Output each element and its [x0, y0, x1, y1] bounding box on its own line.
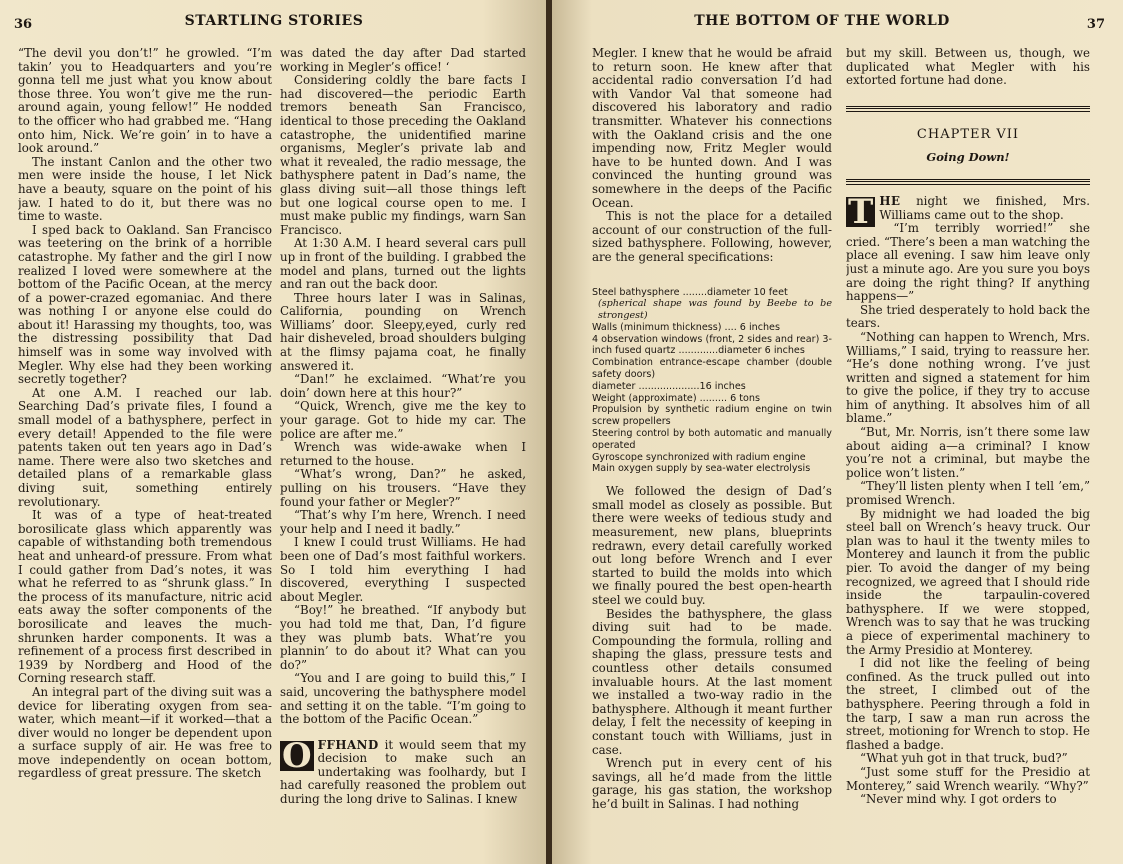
paragraph: “What’s wrong, Dan?” he asked, pulling on his trousers. “Have they found your father or Megler?”: [280, 467, 526, 509]
text-column-2: [280, 47, 526, 844]
right-page: [552, 0, 1123, 864]
paragraph: Considering coldly the bare facts I had discovered—the periodic Earth tremors beneath San Francisco, identical to those preceding the Oakland catastrophe, the unidentified marine organisms, Megler’s private lab and what it revealed, the radio message, the bathysphere patent in Dad’s name, the glass diving suit—all those things left but one logical course open to me. I must make public my findings, warn San Francisco.: [280, 73, 526, 237]
spec-line: Steel bathysphere ........diameter 10 feet: [592, 286, 788, 298]
paragraph: An integral part of the diving suit was a device for liberating oxygen from sea-water, which meant—if it worked—that a diver would no longer be dependent upon a surface supply of air. He was free to move independently on ocean bottom, regardless of great pressure. The sketch: [18, 684, 272, 781]
paragraph: I sped back to Oakland. San Francisco was teetering on the brink of a horrible catastrophe. My father and the girl I now realized I loved were somewhere at the bottom of the Pacific Ocean, at the mercy of a power-crazed egomaniac. And there was nothing I or anyone else could do about it! Harassing my thoughts, too, was the distressing possibility that Dad himself was in some way involved with Megler. Why else had they been working secretly together?: [18, 222, 272, 387]
paragraph: “Nothing can happen to Wrench, Mrs. Williams,” I said, trying to reassure her. “He’s done nothing wrong. I’ve just written and signed a statement for him to give the police, if they try to accuse him of anything. It absolves him of all blame.”: [846, 329, 1090, 426]
section-break-paragraph: [280, 735, 526, 807]
paragraph: “Never mind why. I got orders to: [860, 792, 1057, 807]
paragraph: This is not the place for a detailed account of our construction of the full-sized bathysphere. Following, however, are the general specifications:: [592, 209, 832, 264]
spec-line: Combination entrance-escape chamber (double safety doors): [592, 357, 832, 381]
paragraph: “But, Mr. Norris, isn’t there some law about aiding a—a criminal? I know you’re not a criminal, but maybe the police won’t listen.”: [846, 425, 1090, 480]
paragraph: “I’m terribly worried!” she cried. “There’s been a man watching the place all evening. I saw him leave only just a minute ago. Are you sure you boys are doing the right thing? If anything happens—”: [846, 221, 1090, 304]
text-column-1: [592, 47, 832, 844]
drop-cap: T: [848, 191, 874, 232]
chapter-opening-paragraph: [846, 191, 1090, 232]
running-head: THE BOTTOM OF THE WORLD: [694, 13, 950, 29]
chapter-rule-top: [846, 106, 1090, 112]
paragraph: was dated the day after Dad started working in Megler’s office! ‘: [280, 47, 526, 74]
spec-line: Walls (minimum thickness) .... 6 inches: [592, 321, 780, 333]
left-page: [0, 0, 548, 864]
chapter-title: CHAPTER VII: [916, 126, 1020, 142]
paragraph: Three hours later I was in Salinas, California, pounding on Wrench Williams’ door. Sleepy,eyed, curly red hair disheveled, broad shoulders bulging at the flimsy pajama coat, he finally answered it.: [280, 290, 526, 373]
paragraph: We followed the design of Dad’s small model as closely as possible. But there were weeks of tedious study and measurement, new plans, blueprints redrawn, every detail carefully worked out long before Wrench and I ever started to build the molds into which we finally poured the best open-hearth steel we could buy.: [592, 484, 832, 607]
spec-line: Weight (approximate) ......... 6 tons: [592, 392, 760, 404]
paragraph: It was of a type of heat-treated borosilicate glass which apparently was capable of withstanding both tremendous heat and unheard-of pressure. From what I could gather from Dad’s notes, it was what he referred to as “shrunk glass.” In the process of its manufacture, nitric acid eats away the softer components of the borosilicate and leaves the much-shrunken harder components. It was a refinement of a process first described in 1939 by Nordberg and Hood of the Corning research staff.: [18, 508, 272, 686]
paragraph: By midnight we had loaded the big steel ball on Wrench’s heavy truck. Our plan was to haul it the twenty miles to Monterey and launch it from the public pier. To avoid the danger of my being recognized, we agreed that I should ride inside the tarpaulin-covered bathysphere. If we were stopped, Wrench was to say that he was trucking a piece of experimental machinery to the Army Presidio at Monterey.: [846, 506, 1090, 657]
paragraph: “The devil you don’t!” he growled. “I’m takin’ you to Headquarters and you’re gonna tell me just what you know about those three. You won’t give me the run-around again, young fellow!” He nodded to the officer who had grabbed me. “Hang onto him, Nick. We’re goin’ in to have a look around.”: [18, 47, 272, 156]
spec-line: Main oxygen supply by sea-water electrolysis: [592, 463, 811, 475]
chapter-rule-bottom: [846, 179, 1090, 185]
paragraph: “That’s why I’m here, Wrench. I need your help and I need it badly.”: [280, 508, 526, 536]
paragraph: but my skill. Between us, though, we duplicated what Megler with his extorted fortune had done.: [846, 47, 1090, 88]
spec-line: diameter ....................16 inches: [592, 380, 746, 392]
paragraph: “What yuh got in that truck, bud?”: [860, 751, 1068, 766]
text-column-1: [18, 47, 272, 844]
paragraph: Besides the bathysphere, the glass diving suit had to be made. Compounding the formula, rolling and shaping the glass, pressure tests and countless other details consumed invaluable hours. At the last moment we installed a two-way radio in the bathysphere. Although it meant further delay, I felt the necessity of keeping in constant touch with Williams, just in case.: [592, 606, 832, 757]
spec-line: Gyroscope synchronized with radium engine: [592, 451, 806, 463]
text-column-2: [846, 47, 1090, 844]
chapter-subtitle: Going Down!: [926, 150, 1010, 165]
page-number: 37: [1086, 17, 1105, 32]
paragraph: I did not like the feeling of being confined. As the truck pulled out into the street, I climbed out of the bathysphere. Peering through a fold in the tarp, I saw a man run across the street, motioning for Wrench to stop. He flashed a badge.: [846, 656, 1090, 752]
paragraph: “They’ll listen plenty when I tell ’em,” promised Wrench.: [846, 479, 1090, 508]
paragraph: “You and I are going to build this,” I said, uncovering the bathysphere model and setting it on the table. “I’m going to the bottom of the Pacific Ocean.”: [280, 671, 526, 727]
paragraph: The instant Canlon and the other two men were inside the house, I let Nick have a beauty, square on the point of his jaw. I hated to do it, but there was no time to waste.: [18, 154, 272, 224]
paragraph: Wrench put in every cent of his savings, all he’d made from the little garage, his gas station, the workshop he’d built in Salinas. I had nothing: [592, 756, 832, 811]
paragraph: She tried desperately to hold back the tears.: [846, 302, 1090, 331]
drop-cap: O: [282, 735, 312, 776]
paragraph: “Dan!” he exclaimed. “What’re you doin’ down here at this hour?”: [280, 372, 526, 400]
spec-line: (spherical shape was found by Beebe to be strongest): [598, 298, 832, 322]
spec-line: Steering control by both automatic and manually operated: [592, 428, 832, 451]
paragraph: “Just some stuff for the Presidio at Monterey,” said Wrench wearily. “Why?”: [846, 764, 1090, 793]
paragraph: “Quick, Wrench, give me the key to your garage. Got to hide my car. The police are after me.”: [280, 399, 526, 441]
paragraph: At 1:30 A.M. I heard several cars pull up in front of the building. I grabbed the model and plans, turned out the lights and ran out the back door.: [280, 236, 526, 292]
paragraph-text: it would seem that my decision to make such an undertaking was foolhardy, but I had carefully reasoned the problem out during the long drive to Salinas. I knew: [280, 737, 526, 807]
paragraph: Wrench was wide-awake when I returned to the house.: [280, 440, 526, 468]
paragraph: “Boy!” he breathed. “If anybody but you had told me that, Dan, I’d figure they was plumb bats. What’re you plannin’ to do about it? What can you do?”: [280, 603, 526, 672]
spec-line: Propulsion by synthetic radium engine on twin screw propellers: [592, 404, 832, 428]
paragraph-text: night we finished, Mrs. Williams came out to the shop.: [879, 193, 1090, 222]
lead-in: HE: [879, 193, 901, 208]
running-head: STARTLING STORIES: [184, 13, 364, 29]
page-number: 36: [14, 17, 33, 32]
paragraph: Megler. I knew that he would be afraid to return soon. He knew after that accidental radio conversation I’d had with Vandor Val that someone had discovered his laboratory and radio transmitter. Whatever his connections with the Oakland crisis and the one impending now, Fritz Megler would have to be hunted down. And I was convinced the hunting ground was somewhere in the deeps of the Pacific Ocean.: [592, 47, 832, 210]
specifications-list: [592, 287, 832, 476]
lead-in: FFHAND: [317, 737, 379, 752]
paragraph: At one A.M. I reached our lab. Searching Dad’s private files, I found a small model of a bathysphere, perfect in every detail! Appended to the file were patents taken out ten years ago in Dad’s name. There were also two sketches and detailed plans of a remarkable glass diving suit, something entirely revolutionary.: [18, 385, 272, 509]
spec-line: 4 observation windows (front, 2 sides and rear) 3-inch fused quartz .............diameter 6 inches: [592, 333, 832, 357]
paragraph: I knew I could trust Williams. He had been one of Dad’s most faithful workers. So I told him everything I had discovered, everything I suspected about Megler.: [280, 535, 526, 604]
